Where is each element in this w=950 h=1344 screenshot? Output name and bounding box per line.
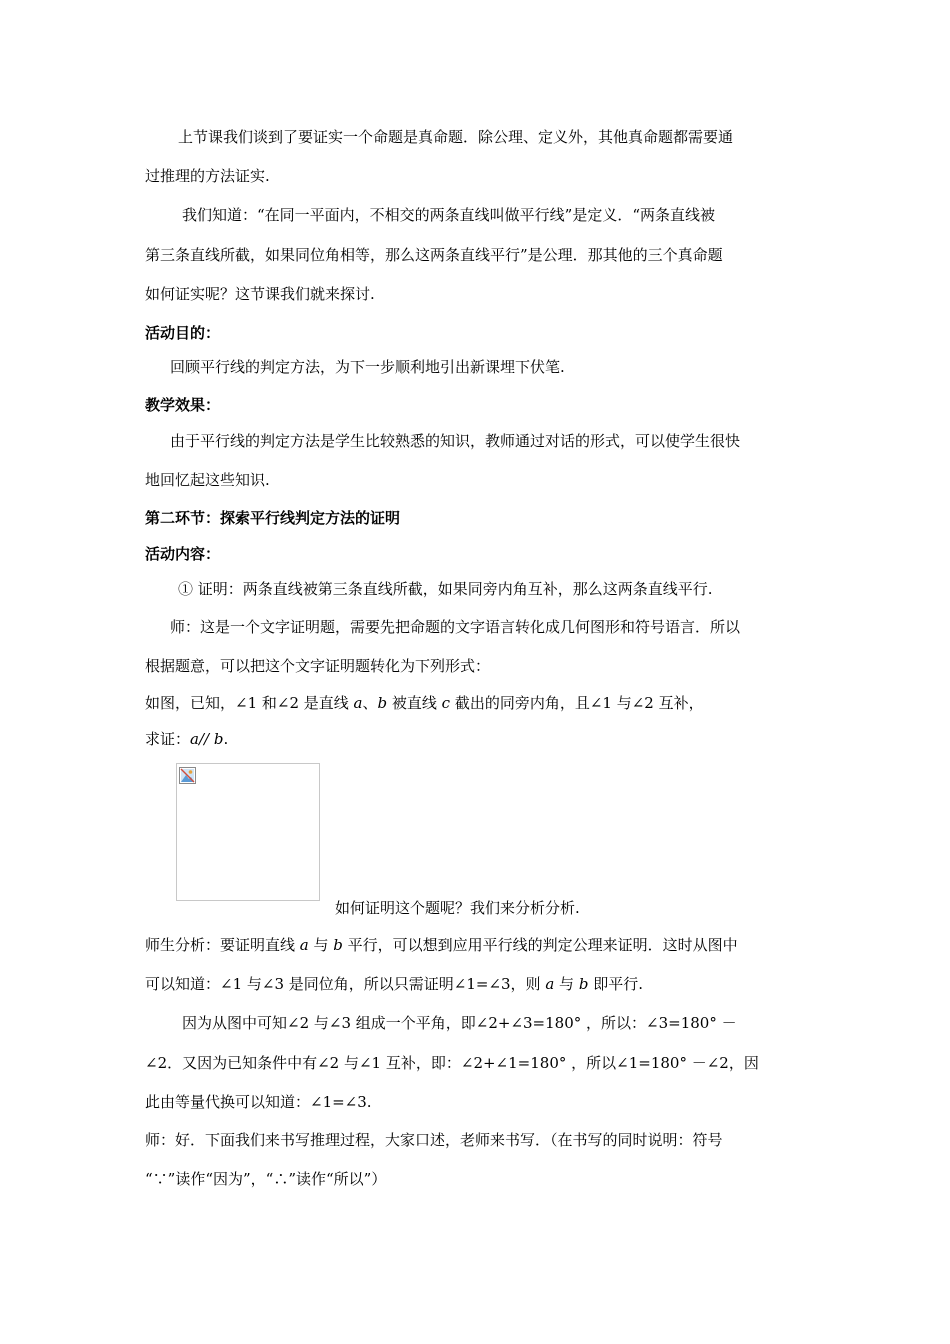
analysis2-text-1: 可以知道：∠1 与∠3 是同位角，所以只需证明∠1=∠3，则 xyxy=(145,975,546,993)
teaching-effect-line-2: 地回忆起这些知识. xyxy=(145,471,270,489)
teacher-writing-line-2: “∵”读作“因为”，“∴”读作“所以”） xyxy=(145,1170,387,1188)
paragraph-definition-line-2: 第三条直线所截，如果同位角相等，那么这两条直线平行”是公理．那其他的三个真命题 xyxy=(145,246,723,264)
proof-item-1: ① 证明：两条直线被第三条直线所截，如果同旁内角互补，那么这两条直线平行. xyxy=(178,580,713,598)
given-text-4: 截出的同旁内角，且∠1 与∠2 互补， xyxy=(450,694,704,712)
teacher-remark-line-2: 根据题意，可以把这个文字证明题转化为下列形式： xyxy=(145,657,491,675)
prove-statement xyxy=(145,729,228,749)
prove-text-2: . xyxy=(223,730,229,748)
analysis2-text-3: 即平行. xyxy=(588,975,643,993)
given-text-1: 如图，已知，∠1 和∠2 是直线 xyxy=(145,694,354,712)
given-line-a: a xyxy=(353,694,363,712)
analysis1-text-2: 与 xyxy=(308,936,334,954)
heading-activity-goal: 活动目的： xyxy=(145,324,221,342)
analysis2-b: b xyxy=(578,975,589,993)
reasoning-line-1: 因为从图中可知∠2 与∠3 组成一个平角，即∠2+∠3=180° ，所以：∠3=180° － xyxy=(182,1014,737,1032)
paragraph-definition-line-3: 如何证实呢？这节课我们就来探讨. xyxy=(145,285,375,303)
paragraph-definition-line-1: 我们知道：“在同一平面内，不相交的两条直线叫做平行线”是定义．“两条直线被 xyxy=(182,206,716,224)
given-line-b: b xyxy=(377,694,388,712)
figure-caption: 如何证明这个题呢？我们来分析分析. xyxy=(335,899,580,917)
given-text-2: 、 xyxy=(362,694,378,712)
teacher-remark-line-1: 师：这是一个文字证明题，需要先把命题的文字语言转化成几何图形和符号语言．所以 xyxy=(170,618,741,636)
teaching-effect-line-1: 由于平行线的判定方法是学生比较熟悉的知识，教师通过对话的形式，可以使学生很快 xyxy=(170,432,741,450)
heading-teaching-effect: 教学效果： xyxy=(145,396,221,414)
figure-placeholder xyxy=(176,763,320,901)
activity-goal-text: 回顾平行线的判定方法，为下一步顺利地引出新课埋下伏笔. xyxy=(170,358,565,376)
given-text-3: 被直线 xyxy=(387,694,442,712)
broken-image-icon xyxy=(179,767,196,784)
reasoning-line-3: 此由等量代换可以知道：∠1=∠3. xyxy=(145,1093,372,1111)
reasoning-line-2: ∠2．又因为已知条件中有∠2 与∠1 互补，即：∠2+∠1=180° ，所以∠1=180° －∠2，因 xyxy=(145,1054,759,1072)
prove-a-parallel-b: a// b xyxy=(190,730,224,748)
paragraph-intro-line-2: 过推理的方法证实. xyxy=(145,167,270,185)
analysis2-a: a xyxy=(545,975,555,993)
paragraph-intro-line-1: 上节课我们谈到了要证实一个命题是真命题．除公理、定义外，其他真命题都需要通 xyxy=(178,128,734,146)
prove-text-1: 求证： xyxy=(145,730,191,748)
given-statement xyxy=(145,693,704,713)
analysis1-a: a xyxy=(299,936,309,954)
analysis1-text-1: 师生分析：要证明直线 xyxy=(145,936,300,954)
analysis-line-2 xyxy=(145,974,643,994)
analysis1-text-3: 平行，可以想到应用平行线的判定公理来证明．这时从图中 xyxy=(342,936,738,954)
analysis1-b: b xyxy=(333,936,343,954)
heading-activity-content: 活动内容： xyxy=(145,545,221,563)
analysis-line-1 xyxy=(145,935,738,955)
given-line-c: c xyxy=(441,694,451,712)
teacher-writing-line-1: 师：好．下面我们来书写推理过程，大家口述，老师来书写．（在书写的同时说明：符号 xyxy=(145,1131,723,1149)
analysis2-text-2: 与 xyxy=(554,975,579,993)
heading-section-two: 第二环节：探索平行线判定方法的证明 xyxy=(145,509,401,527)
